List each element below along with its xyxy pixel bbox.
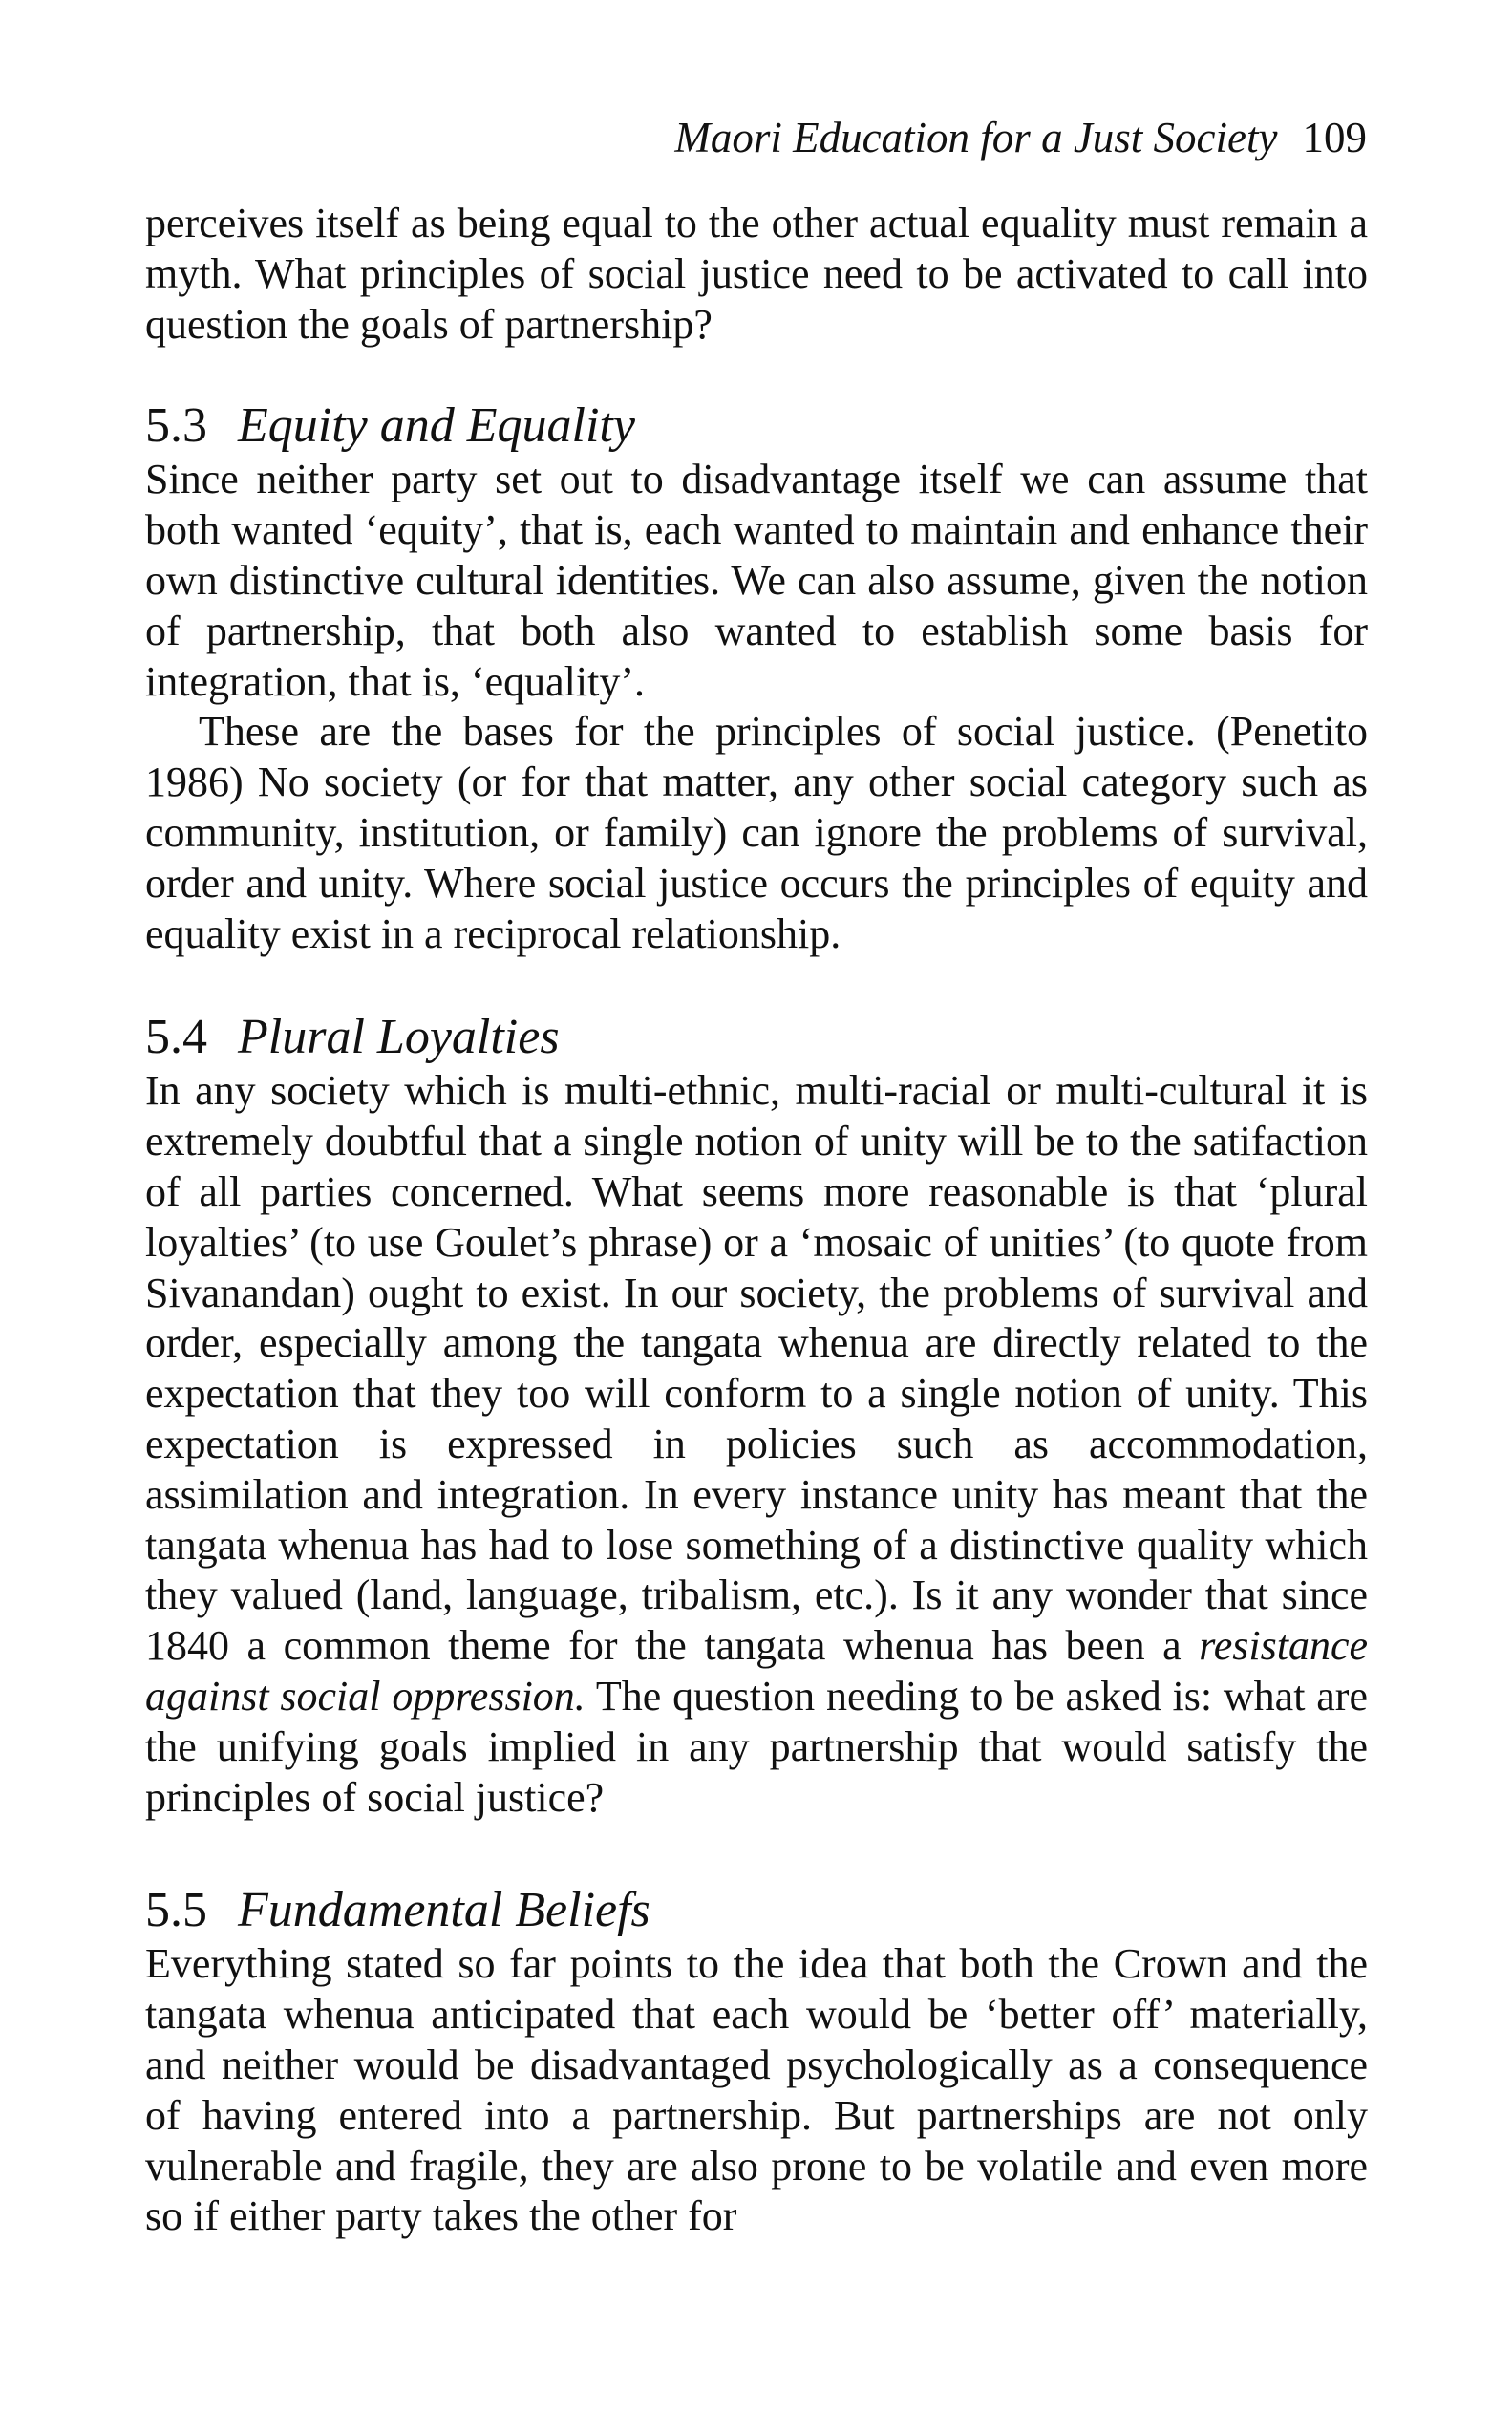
- running-title: Maori Education for a Just Society: [674, 114, 1278, 161]
- paragraph: Everything stated so far points to the idea that both the Crown and the tangata whenua anticipated that each would be ‘better off’ materially, and neither would be disadvantaged psychologically as a consequence of having entered into a partnership. But partnerships are not only vulnerable and fragile, they are also prone to be volatile and even more so if either party takes the other for: [145, 1940, 1368, 2240]
- paragraph-intro: perceives itself as being equal to the other actual equality must remain a myth. What principles of social justice need to be activated to call into question the goals of partnership?: [145, 200, 1368, 348]
- paragraph-text: The question needing to be asked is: what are the unifying goals implied in any partnership that would satisfy the principles of social justice?: [145, 1672, 1368, 1821]
- section-number: 5.4: [145, 1010, 207, 1065]
- section-number: 5.5: [145, 1883, 207, 1938]
- paragraph: These are the bases for the principles of social justice. (Penetito 1986) No society (or for that matter, any other social category such as community, institution, or family) can ignore the problems of survival, order and unity. Where social justice occurs the principles of equity and equality exist in a reciprocal relationship.: [145, 708, 1368, 957]
- section-number: 5.3: [145, 398, 207, 454]
- paragraph: [145, 1066, 1368, 1823]
- section-heading-5-4: [145, 1009, 1368, 1066]
- paragraph: Since neither party set out to disadvantage itself we can assume that both wanted ‘equity’, that is, each wanted to maintain and enhance their own distinctive cultural identities. We can also assume, given the notion of partnership, that both also wanted to establish some basis for integration, that is, ‘equality’.: [145, 456, 1368, 705]
- paragraph-text: In any society which is multi-ethnic, multi-racial or multi-cultural it is extremely doubtful that a single notion of unity will be to the satifaction of all parties concerned. What seems more reasonable is that ‘plural loyalties’ (to use Goulet’s phrase) or a ‘mosaic of unities’ (to quote from Sivanandan) ought to exist. In our society, the problems of survival and order, especially among the tangata whenua are directly related to the expectation that they too will conform to a single notion of unity. This expectation is expressed in policies such as accommodation, assimilation and integration. In every instance unity has meant that the tangata whenua has had to lose something of a distinctive quality which they valued (land, language, tribalism, etc.). Is it any wonder that since 1840 a common theme for the tangata whenua has been a: [145, 1067, 1368, 1670]
- section-heading-5-5: [145, 1882, 1368, 1939]
- section-title: Equity and Equality: [238, 398, 635, 454]
- emphasized-text: resistance against social oppression.: [145, 1622, 1369, 1720]
- section-title: Plural Loyalties: [238, 1010, 560, 1065]
- page-number: 109: [1302, 114, 1367, 161]
- text-block: [145, 199, 1368, 2242]
- running-head: [674, 113, 1367, 162]
- section-title: Fundamental Beliefs: [238, 1883, 650, 1938]
- section-heading-5-3: [145, 397, 1368, 455]
